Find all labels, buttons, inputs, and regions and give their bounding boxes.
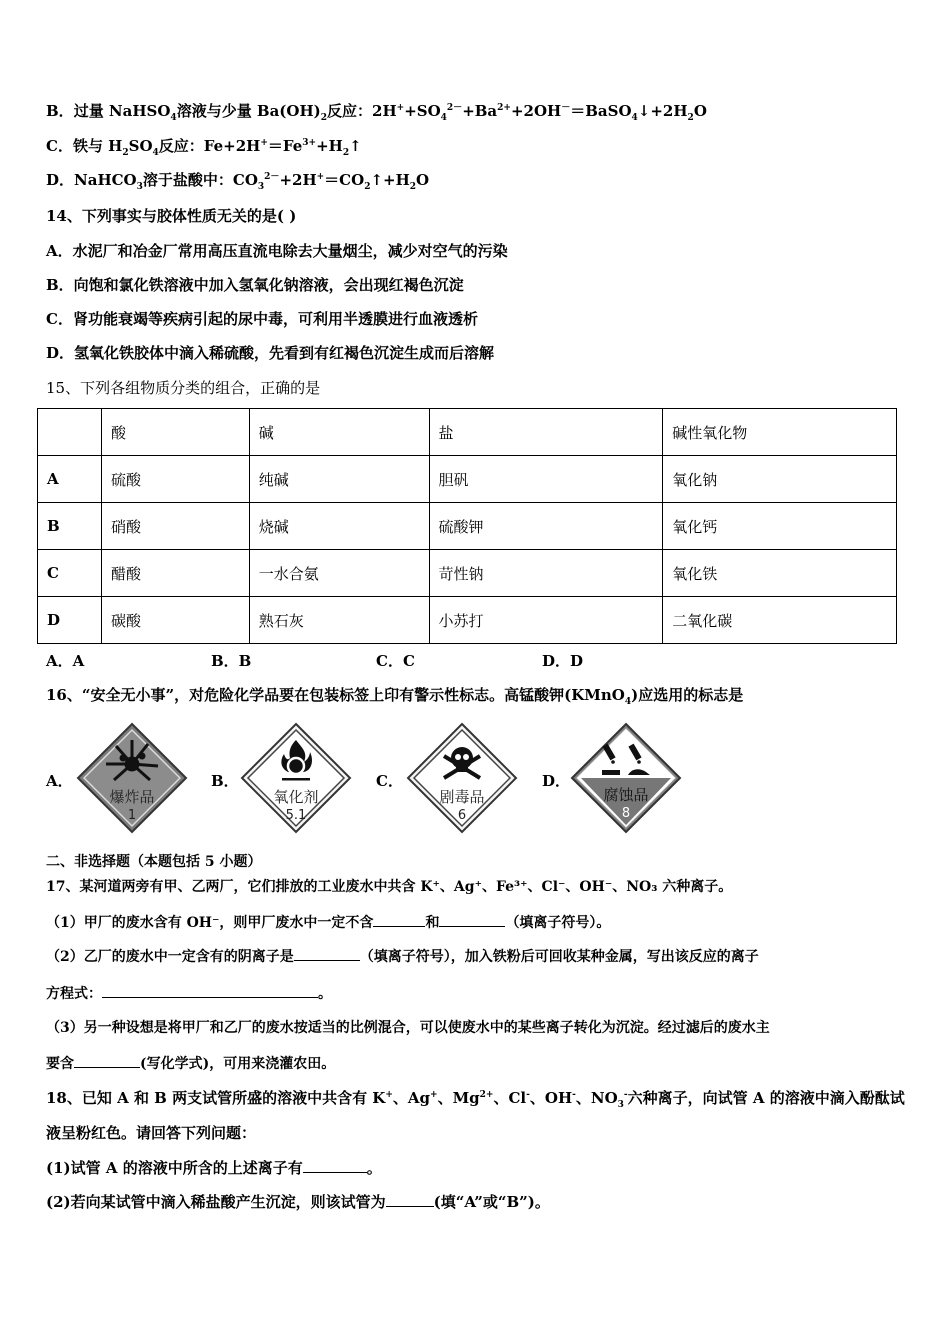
sign-class-number: 6 [457, 808, 467, 823]
answer-blank[interactable] [439, 912, 505, 927]
answer-blank[interactable] [74, 1053, 140, 1068]
sign-class-number: 5.1 [285, 808, 307, 823]
explosive-hazard-sign [76, 722, 188, 838]
sign-name: 爆炸品 [109, 788, 155, 806]
sign-name: 氧化剂 [273, 788, 319, 806]
table-header: 酸 [101, 409, 249, 456]
answer-blank[interactable] [386, 1192, 434, 1207]
toxic-hazard-sign [406, 722, 518, 838]
q18-stem: 18、已知 A 和 B 两支试管所盛的溶液中共含有 K+、Ag+、$Mg^{2+}$、Cl-、OH-、$NO_3^-$六种离子，向试管 A 的溶液中滴入酚酞试 [46, 1089, 905, 1110]
q17-stem: 17、某河道两旁有甲、乙两厂，它们排放的工业废水中共含 K⁺、Ag⁺、Fe³⁺、Cl⁻、OH⁻、NO₃ 六种离子。 [46, 879, 733, 895]
table-cell: D [38, 597, 102, 644]
table-row [38, 456, 897, 503]
corrosive-icon [570, 722, 682, 834]
q17-part3: （3）另一种设想是将甲厂和乙厂的废水按适当的比例混合，可以使废水中的某些离子转化为沉淀。经过滤后的废水主 [46, 1020, 770, 1036]
oxidizer-hazard-sign [240, 722, 352, 838]
table-row [38, 503, 897, 550]
q14-option-b: B．向饱和氯化铁溶液中加入氢氧化钠溶液，会出现红褐色沉淀 [46, 276, 464, 294]
skull-crossbones-icon [406, 722, 518, 834]
q18-part1: (1)试管 A 的溶液中所含的上述离子有 。 [46, 1159, 382, 1177]
table-cell: 醋酸 [101, 550, 249, 597]
flame-over-circle-icon [240, 722, 352, 834]
answer-option-d: D．D [542, 652, 584, 670]
table-cell: 熟石灰 [249, 597, 429, 644]
table-header-row [38, 409, 897, 456]
section-title: 二、非选择题（本题包括 5 小题） [46, 854, 262, 870]
q15-answer-options [46, 651, 646, 671]
sign-label-c: C． [376, 772, 403, 790]
table-cell: B [38, 503, 102, 550]
sign-class-number: 8 [621, 806, 631, 821]
answer-option-a: A．A [46, 652, 85, 670]
table-cell: 硝酸 [101, 503, 249, 550]
corrosive-hazard-sign [570, 722, 682, 838]
answer-blank[interactable] [303, 1158, 367, 1173]
sign-name: 剧毒品 [439, 788, 485, 806]
sign-name: 腐蚀品 [603, 786, 649, 804]
q17-part2-equation: 方程式： 。 [46, 983, 332, 1004]
table-cell: 一水合氨 [249, 550, 429, 597]
table-header [38, 409, 102, 456]
classification-table [37, 408, 897, 644]
q13-option-b: B．过量 NaHSO$_4$溶液与少量 $Ba(OH)_2$反应：$2H^++SO_4^{2-}+Ba^{2+}+2OH^-=BaSO_4↓+2H_2O$ [46, 102, 707, 123]
q14-option-c: C．肾功能衰竭等疾病引起的尿中毒，可利用半透膜进行血液透析 [46, 310, 478, 328]
q18-stem-cont: 液呈粉红色。请回答下列问题： [46, 1124, 257, 1142]
table-cell: 苛性钠 [429, 550, 663, 597]
answer-blank[interactable] [373, 912, 425, 927]
answer-blank[interactable] [102, 983, 318, 998]
table-cell: 胆矾 [429, 456, 663, 503]
answer-option-c: C．C [376, 652, 415, 670]
table-cell: 小苏打 [429, 597, 663, 644]
table-cell: 硫酸 [101, 456, 249, 503]
q14-option-a: A．水泥厂和冶金厂常用高压直流电除去大量烟尘，减少对空气的污染 [46, 242, 508, 260]
table-row [38, 550, 897, 597]
answer-option-b: B．B [211, 652, 252, 670]
table-cell: A [38, 456, 102, 503]
table-cell: C [38, 550, 102, 597]
q17-part3-cont: 要含 (写化学式)，可用来浇灌农田。 [46, 1053, 335, 1074]
sign-label-b: B． [211, 772, 239, 790]
table-cell: 氧化钙 [663, 503, 897, 550]
q14-stem: 14、下列事实与胶体性质无关的是( ) [46, 207, 297, 225]
sign-label-d: D． [542, 772, 571, 790]
sign-label-a: A． [46, 772, 73, 790]
table-cell: 碳酸 [101, 597, 249, 644]
q13-option-d: D．NaHCO$_3$溶于盐酸中：$CO_3^{2-}+2H^+=CO_2↑+H_2O$ [46, 171, 430, 192]
table-header: 盐 [429, 409, 663, 456]
q13-option-c: C．铁与 $H_2SO_4$反应：$Fe+2H^+=Fe^{3+}+H_2↑$ [46, 137, 362, 158]
sign-class-number: 1 [127, 808, 137, 823]
explosive-icon [76, 722, 188, 834]
q17-part1: （1）甲厂的废水含有 OH⁻，则甲厂废水中一定不含 和 （填离子符号）。 [46, 912, 610, 933]
table-row [38, 597, 897, 644]
answer-blank[interactable] [294, 946, 360, 961]
q16-stem: 16、“安全无小事”，对危险化学品要在包装标签上印有警示性标志。高锰酸钾(KMnO$_4$)应选用的标志是 [46, 686, 744, 707]
q14-option-d: D．氢氧化铁胶体中滴入稀硫酸，先看到有红褐色沉淀生成而后溶解 [46, 344, 495, 362]
q17-part2: （2）乙厂的废水中一定含有的阴离子是 （填离子符号），加入铁粉后可回收某种金属，写出该反应的离子 [46, 946, 759, 967]
table-header: 碱 [249, 409, 429, 456]
table-cell: 烧碱 [249, 503, 429, 550]
q15-stem: 15、下列各组物质分类的组合，正确的是 [46, 379, 321, 397]
table-cell: 氧化钠 [663, 456, 897, 503]
table-cell: 硫酸钾 [429, 503, 663, 550]
table-header: 碱性氧化物 [663, 409, 897, 456]
q18-part2: (2)若向某试管中滴入稀盐酸产生沉淀，则该试管为 (填“A”或“B”)。 [46, 1193, 550, 1211]
table-cell: 氧化铁 [663, 550, 897, 597]
table-cell: 二氧化碳 [663, 597, 897, 644]
table-cell: 纯碱 [249, 456, 429, 503]
